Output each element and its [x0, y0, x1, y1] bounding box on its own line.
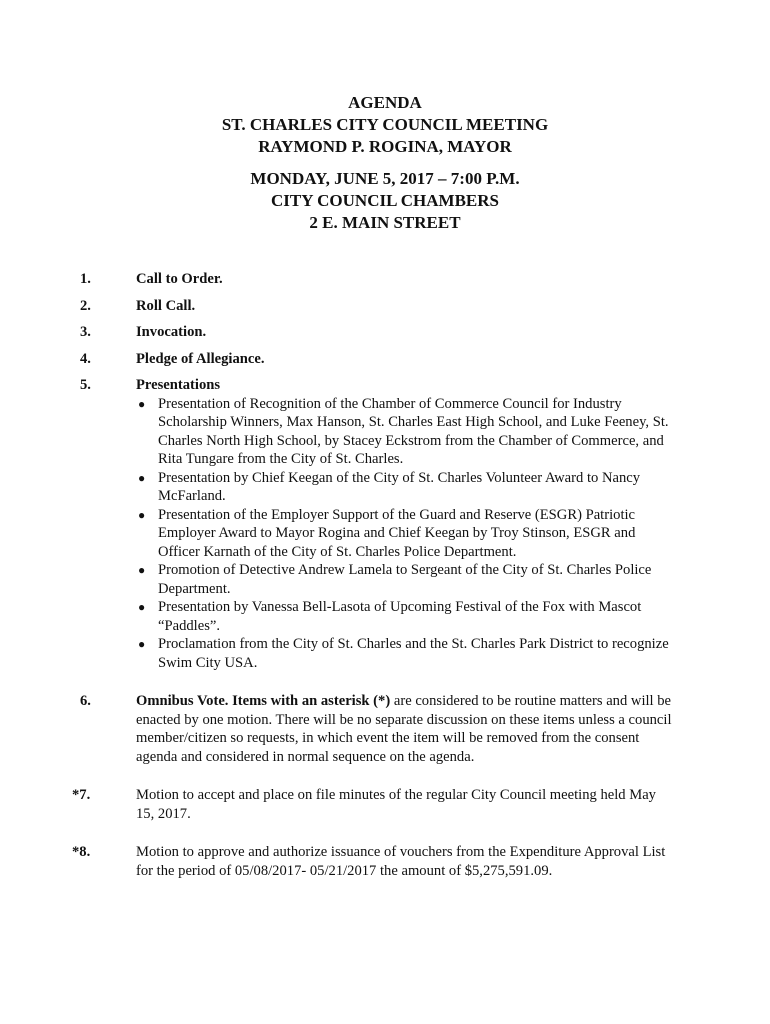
item-number: *7. [72, 787, 91, 803]
presentations-list [136, 395, 676, 673]
list-item: ● Presentation by Vanessa Bell-Lasota of Upcoming Festival of the Fox with Mascot “Paddles”. [138, 599, 642, 634]
item-text: Presentations [136, 377, 221, 393]
agenda-item-3 [0, 323, 770, 342]
item-text: Roll Call. [136, 297, 196, 314]
bullet-icon: ● [138, 637, 146, 651]
item-text: Invocation. [136, 324, 207, 340]
list-item: ● Presentation of Recognition of the Chamber of Commerce Council for Industry Scholarship Winners, Max Hanson, St. Charles East High School, and Luke Feeney, St. Charles North High School, by Stacey Eckstrom from the Chamber of Commerce, and Rita Tungare from the City of St. Charles. [138, 395, 669, 467]
bullet-icon: ● [138, 600, 146, 614]
meeting-location: CITY COUNCIL CHAMBERS [271, 191, 499, 210]
omnibus-vote-label: Omnibus Vote. Items with an asterisk (*) [136, 693, 391, 709]
list-item: ● Promotion of Detective Andrew Lamela to Sergeant of the City of St. Charles Police Department. [138, 562, 652, 597]
omnibus-vote-description: are considered to be routine matters and will be enacted by one motion. There will be no separate discussion on these items unless a council member/citizen so requests, in which event the item will be removed from the consent agenda and considered in normal sequence on the agenda. [136, 693, 672, 765]
item-number: 4. [80, 350, 91, 367]
item-number: 3. [80, 324, 91, 340]
meeting-address: 2 E. MAIN STREET [309, 213, 461, 232]
list-item: ● Presentation by Chief Keegan of the City of St. Charles Volunteer Award to Nancy McFarland. [138, 469, 641, 504]
agenda-item-2 [0, 297, 770, 316]
agenda-item-6 [0, 692, 770, 766]
bullet-icon: ● [138, 396, 146, 411]
item-number: 6. [80, 693, 91, 709]
list-item: ● Proclamation from the City of St. Charles and the St. Charles Park District to recognize Swim City USA. [138, 636, 669, 671]
item-number: 2. [80, 297, 91, 314]
meeting-name: ST. CHARLES CITY COUNCIL MEETING [221, 115, 549, 134]
item-text [136, 692, 676, 766]
item-number: 5. [80, 377, 91, 393]
item-text: Pledge of Allegiance. [136, 350, 265, 367]
item-number: 1. [80, 271, 91, 287]
agenda-item-4 [0, 350, 770, 369]
item-text: Motion to accept and place on file minutes of the regular City Council meeting held May 15, 2017. [136, 787, 656, 822]
item-number: *8. [72, 844, 91, 860]
agenda-list [0, 270, 770, 888]
list-item: ● Presentation of the Employer Support of the Guard and Reserve (ESGR) Patriotic Employer Award to Mayor Rogina and Chief Keegan by Troy Stinson, ESGR and Officer Karnath of the City of St. Charles Police Department. [138, 506, 636, 560]
agenda-item-5 [0, 376, 770, 672]
bullet-icon: ● [138, 507, 146, 522]
bullet-icon: ● [138, 470, 146, 485]
agenda-header [0, 92, 770, 234]
item-text: Motion to approve and authorize issuance of vouchers from the Expenditure Approval List for the period of 05/08/2017- 05/21/2017 the amount of $5,275,591.09. [136, 844, 666, 879]
mayor-name: RAYMOND P. ROGINA, MAYOR [258, 137, 512, 156]
item-text: Call to Order. [136, 271, 223, 287]
agenda-item-7 [0, 786, 770, 823]
agenda-item-8 [0, 843, 770, 880]
agenda-item-1 [0, 270, 770, 289]
bullet-icon: ● [138, 563, 146, 577]
meeting-date: MONDAY, JUNE 5, 2017 – 7:00 P.M. [250, 169, 520, 188]
agenda-title: AGENDA [348, 93, 422, 112]
